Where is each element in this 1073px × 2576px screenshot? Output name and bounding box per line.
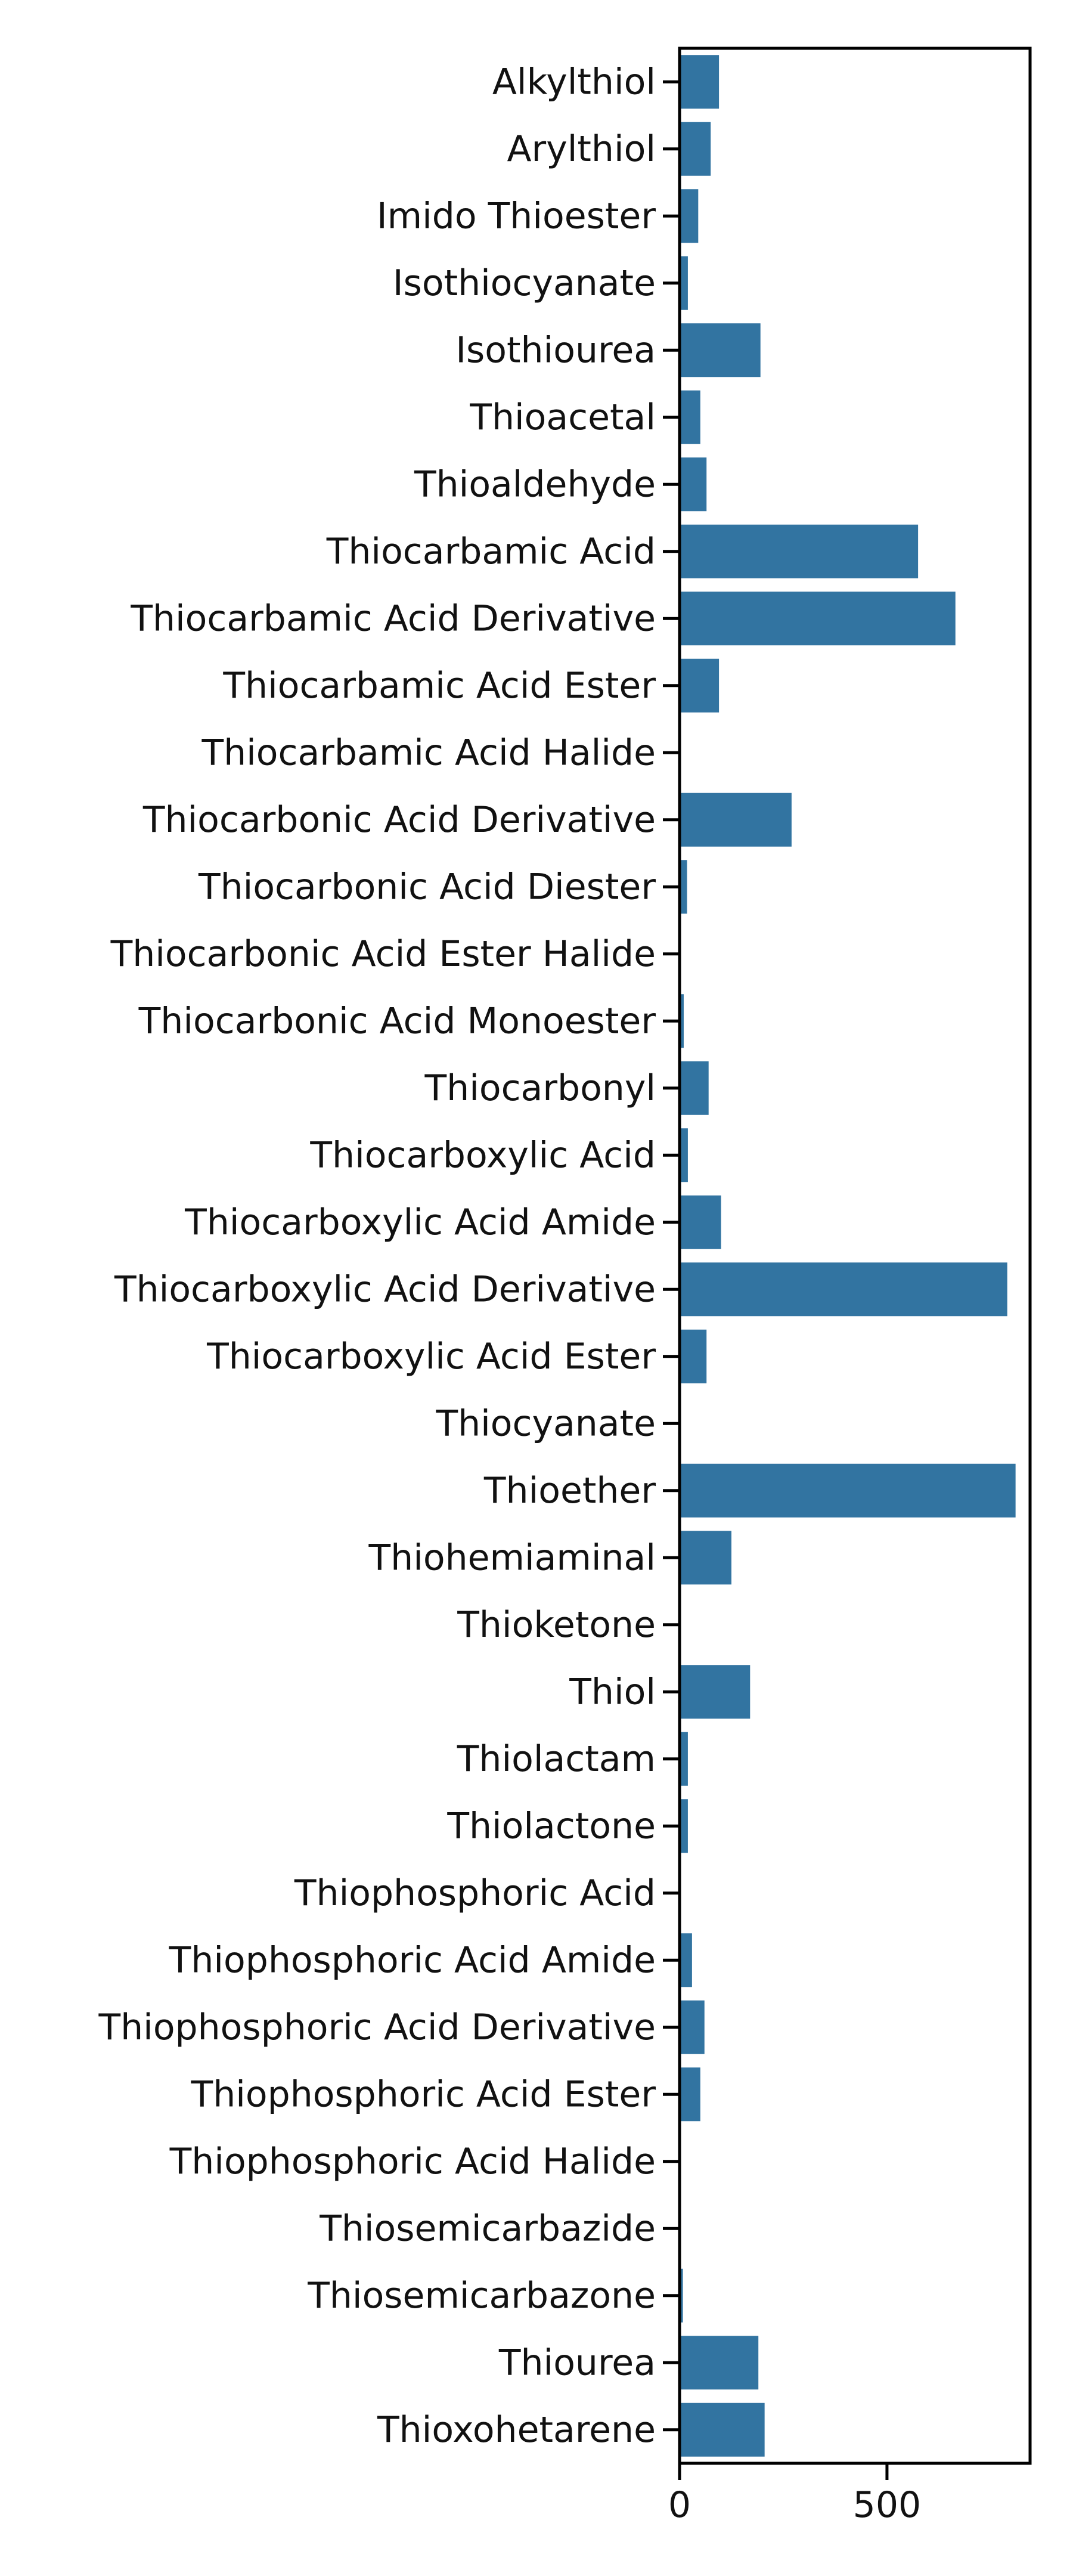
bar [680,2067,700,2121]
category-label: Thiocarboxylic Acid Amide [185,1201,656,1243]
category-label: Thiocyanate [436,1402,656,1445]
category-label: Thiocarbamic Acid Ester [223,664,656,707]
bar [680,2403,765,2457]
bar [680,1196,721,1249]
x-tick-label: 500 [852,2484,922,2526]
category-label: Thiophosphoric Acid [294,1872,656,1914]
axes-frame [680,48,1030,2463]
bar [680,122,711,176]
category-label: Thiocarbamic Acid [326,530,656,572]
category-label: Isothiocyanate [392,262,656,304]
category-label: Imido Thioester [376,195,656,237]
category-label: Arylthiol [507,128,656,170]
category-label: Thiocarboxylic Acid [310,1134,656,1176]
category-label: Thiolactone [447,1805,656,1847]
category-label: Thiocarbonic Acid Derivative [142,798,656,841]
category-label: Thiophosphoric Acid Halide [169,2140,656,2182]
category-label: Thiol [569,1671,656,1713]
category-label: Thiocarbamic Acid Halide [201,732,656,774]
bar [680,592,956,645]
category-label: Isothiourea [455,329,656,371]
category-label: Thiocarbonic Acid Monoester [138,1000,656,1042]
bar [680,2336,758,2389]
bars-group [680,55,1016,2457]
bar [680,323,761,377]
category-label: Thioaldehyde [414,463,656,506]
category-label: Thioether [483,1469,656,1512]
category-label: Thiocarbonic Acid Ester Halide [110,933,656,975]
category-label: Alkylthiol [492,61,656,103]
bar [680,2001,705,2054]
bar [680,391,700,444]
bar [680,1665,750,1719]
bar [680,457,706,511]
bar [680,55,719,109]
category-label: Thioacetal [470,396,656,438]
category-label: Thiosemicarbazide [320,2207,656,2250]
bar [680,1933,692,1987]
bar [680,1531,731,1584]
y-axis-ticks [98,61,680,2451]
category-label: Thiolactam [457,1738,656,1780]
bar [680,793,792,847]
category-label: Thiophosphoric Acid Amide [169,1939,656,1981]
category-label: Thiosemicarbazone [308,2274,656,2317]
category-label: Thiocarbonic Acid Diester [199,866,656,908]
category-label: Thiocarbonyl [424,1067,656,1109]
category-label: Thiourea [498,2342,656,2384]
bar [680,1262,1007,1316]
category-label: Thiohemiaminal [368,1537,656,1579]
bar [680,1464,1016,1518]
category-label: Thiophosphoric Acid Derivative [98,2006,656,2048]
category-label: Thioxohetarene [377,2408,656,2451]
bar [680,1330,706,1383]
x-axis-ticks [668,2463,921,2526]
category-label: Thiocarboxylic Acid Derivative [114,1268,656,1311]
bar [680,189,698,243]
bar [680,525,918,578]
bar [680,1061,709,1115]
x-tick-label: 0 [668,2484,691,2526]
bar [680,659,719,713]
category-label: Thiocarboxylic Acid Ester [207,1335,656,1377]
category-label: Thioketone [457,1603,656,1646]
category-label: Thiocarbamic Acid Derivative [131,597,656,640]
category-label: Thiophosphoric Acid Ester [191,2073,656,2116]
